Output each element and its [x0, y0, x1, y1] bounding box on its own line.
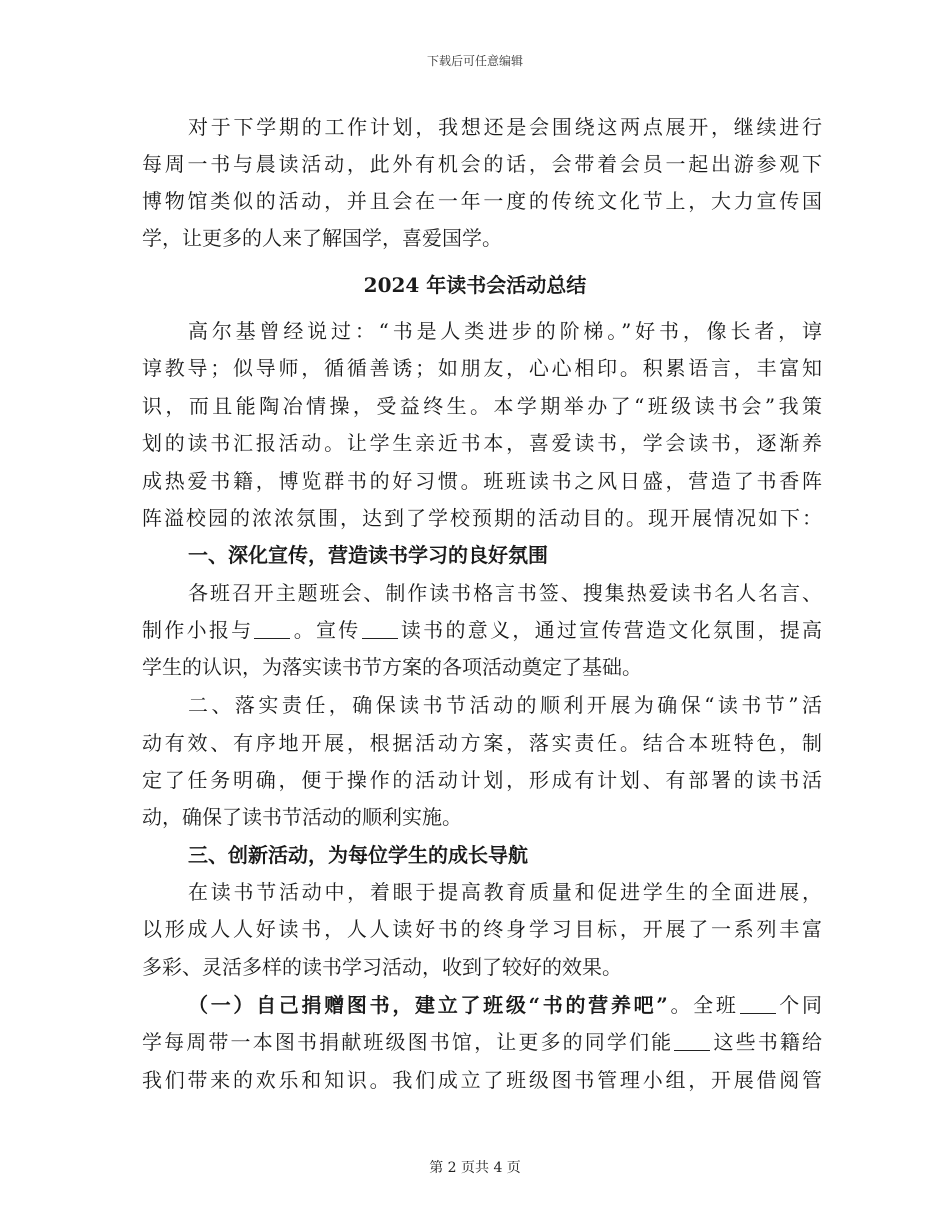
intro-line-5: 成热爱书籍，博览群书的好习惯。班班读书之风日盛，营造了书香阵: [142, 469, 822, 493]
section1-line-2-part-a: 制作小报与: [142, 618, 254, 642]
sub1-line-2-part-b: 这些书籍给: [711, 1030, 822, 1054]
plan-line-4: 学，让更多的人来了解国学，喜爱国学。: [142, 226, 502, 250]
sub1-line-2: [142, 1027, 822, 1057]
sub1-line-1-part-b: 个同: [776, 993, 822, 1017]
sub1-heading: （一）自己捐赠图书，建立了班级“书的营养吧”: [188, 993, 668, 1017]
page-footer: 第 2 页共 4 页: [429, 1160, 521, 1176]
fill-blank: [254, 620, 290, 639]
intro-line-4: 划的读书汇报活动。让学生亲近书本，喜爱读书，学会读书，逐渐养: [142, 431, 822, 455]
section3-line-1: 在读书节活动中，着眼于提高教育质量和促进学生的全面进展，: [188, 880, 822, 904]
plan-line-1: 对于下学期的工作计划，我想还是会围绕这两点展开，继续进行: [188, 115, 822, 139]
section1-line-1: 各班召开主题班会、制作读书格言书签、搜集热爱读书名人名言、: [188, 581, 822, 605]
intro-line-2: 谆教导；似导师，循循善诱；如朋友，心心相印。积累语言，丰富知: [142, 356, 822, 380]
intro-line-3: 识，而且能陶冶情操，受益终生。本学期举办了“班级读书会”我策: [142, 394, 822, 418]
fill-blank: [740, 995, 776, 1014]
plan-line-2: 每周一书与晨读活动，此外有机会的话，会带着会员一起出游参观下: [142, 152, 822, 176]
sub1-line-3: 我们带来的欢乐和知识。我们成立了班级图书管理小组，开展借阅管: [142, 1068, 822, 1092]
section2-line-1: 二、落实责任，确保读书节活动的顺利开展为确保“读书节”活: [188, 693, 822, 717]
section3-line-2: 以形成人人好读书，人人读好书的终身学习目标，开展了一系列丰富: [142, 917, 822, 941]
document-title: 2024 年读书会活动总结: [363, 273, 587, 297]
fill-blank: [362, 620, 398, 639]
section3-heading: 三、创新活动，为每位学生的成长导航: [188, 843, 528, 867]
page-header: 下载后可任意编辑: [426, 54, 523, 68]
plan-line-3: 博物馆类似的活动，并且会在一年一度的传统文化节上，大力宣传国: [142, 189, 822, 213]
sub1-line-1: [188, 990, 822, 1020]
section1-heading: 一、深化宣传，营造读书学习的良好氛围: [188, 543, 548, 567]
section1-line-2: [142, 615, 822, 645]
section3-line-3: 多彩、灵活多样的读书学习活动，收到了较好的效果。: [142, 955, 622, 979]
sub1-line-2-part-a: 学每周带一本图书捐献班级图书馆，让更多的同学们能: [142, 1030, 674, 1054]
intro-line-6: 阵溢校园的浓浓氛围，达到了学校预期的活动目的。现开展情况如下：: [142, 506, 822, 530]
section1-line-3: 学生的认识，为落实读书节方案的各项活动奠定了基础。: [142, 655, 642, 679]
section1-line-2-part-b: 。宣传: [291, 618, 361, 642]
section2-line-3: 定了任务明确，便于操作的活动计划，形成有计划、有部署的读书活: [142, 768, 822, 792]
section1-line-2-part-c: 读书的意义，通过宣传营造文化氛围，提高: [398, 618, 822, 642]
section2-line-2: 动有效、有序地开展，根据活动方案，落实责任。结合本班特色，制: [142, 731, 822, 755]
intro-line-1: 高尔基曾经说过：“书是人类进步的阶梯。”好书，像长者，谆: [188, 319, 822, 343]
sub1-line-1-part-a: 。全班: [667, 993, 739, 1017]
section2-line-4: 动，确保了读书节活动的顺利实施。: [142, 805, 462, 829]
fill-blank: [674, 1032, 710, 1051]
